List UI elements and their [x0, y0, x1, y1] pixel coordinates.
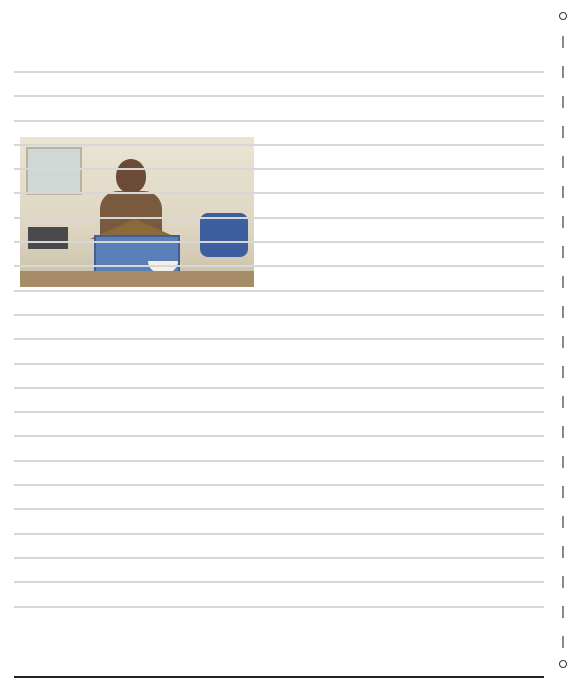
- text-line: [14, 497, 544, 521]
- text-line: [14, 60, 544, 84]
- border-dash: [562, 246, 564, 258]
- border-dash: [562, 336, 564, 348]
- article-headline: [14, 8, 544, 54]
- text-line: [14, 181, 544, 205]
- border-dash: [562, 36, 564, 48]
- text-line: [14, 206, 544, 230]
- text-line: [14, 109, 544, 133]
- text-line: [14, 473, 544, 497]
- text-line: [14, 352, 544, 376]
- border-dash: [562, 276, 564, 288]
- border-dash: [562, 516, 564, 528]
- border-dash: [562, 66, 564, 78]
- border-dash: [562, 396, 564, 408]
- border-dash: [562, 96, 564, 108]
- text-line: [14, 84, 544, 108]
- text-line: [14, 376, 544, 400]
- border-dash: [562, 186, 564, 198]
- border-dash: [562, 366, 564, 378]
- text-line: [14, 133, 544, 157]
- article-body: [14, 60, 544, 619]
- border-dash: [562, 576, 564, 588]
- text-line: [14, 157, 544, 181]
- text-line: [14, 279, 544, 303]
- border-dash: [562, 606, 564, 618]
- text-line: [14, 449, 544, 473]
- border-dash: [562, 486, 564, 498]
- border-dash: [562, 426, 564, 438]
- border-dash: [562, 216, 564, 228]
- text-line: [14, 230, 544, 254]
- border-dash: [562, 456, 564, 468]
- border-dot-bottom: [559, 660, 567, 668]
- border-dash: [562, 126, 564, 138]
- border-dot-top: [559, 12, 567, 20]
- text-line: [14, 595, 544, 619]
- border-dash: [562, 306, 564, 318]
- text-line: [14, 327, 544, 351]
- side-border-decoration: [559, 12, 567, 672]
- border-dash: [562, 156, 564, 168]
- text-line: [14, 424, 544, 448]
- bottom-rule: [14, 676, 544, 678]
- border-dash: [562, 546, 564, 558]
- border-dash: [562, 636, 564, 648]
- text-line: [14, 400, 544, 424]
- newspaper-clipping: [14, 8, 544, 668]
- text-line: [14, 546, 544, 570]
- text-line: [14, 570, 544, 594]
- text-line: [14, 303, 544, 327]
- text-line: [14, 522, 544, 546]
- text-line: [14, 254, 544, 278]
